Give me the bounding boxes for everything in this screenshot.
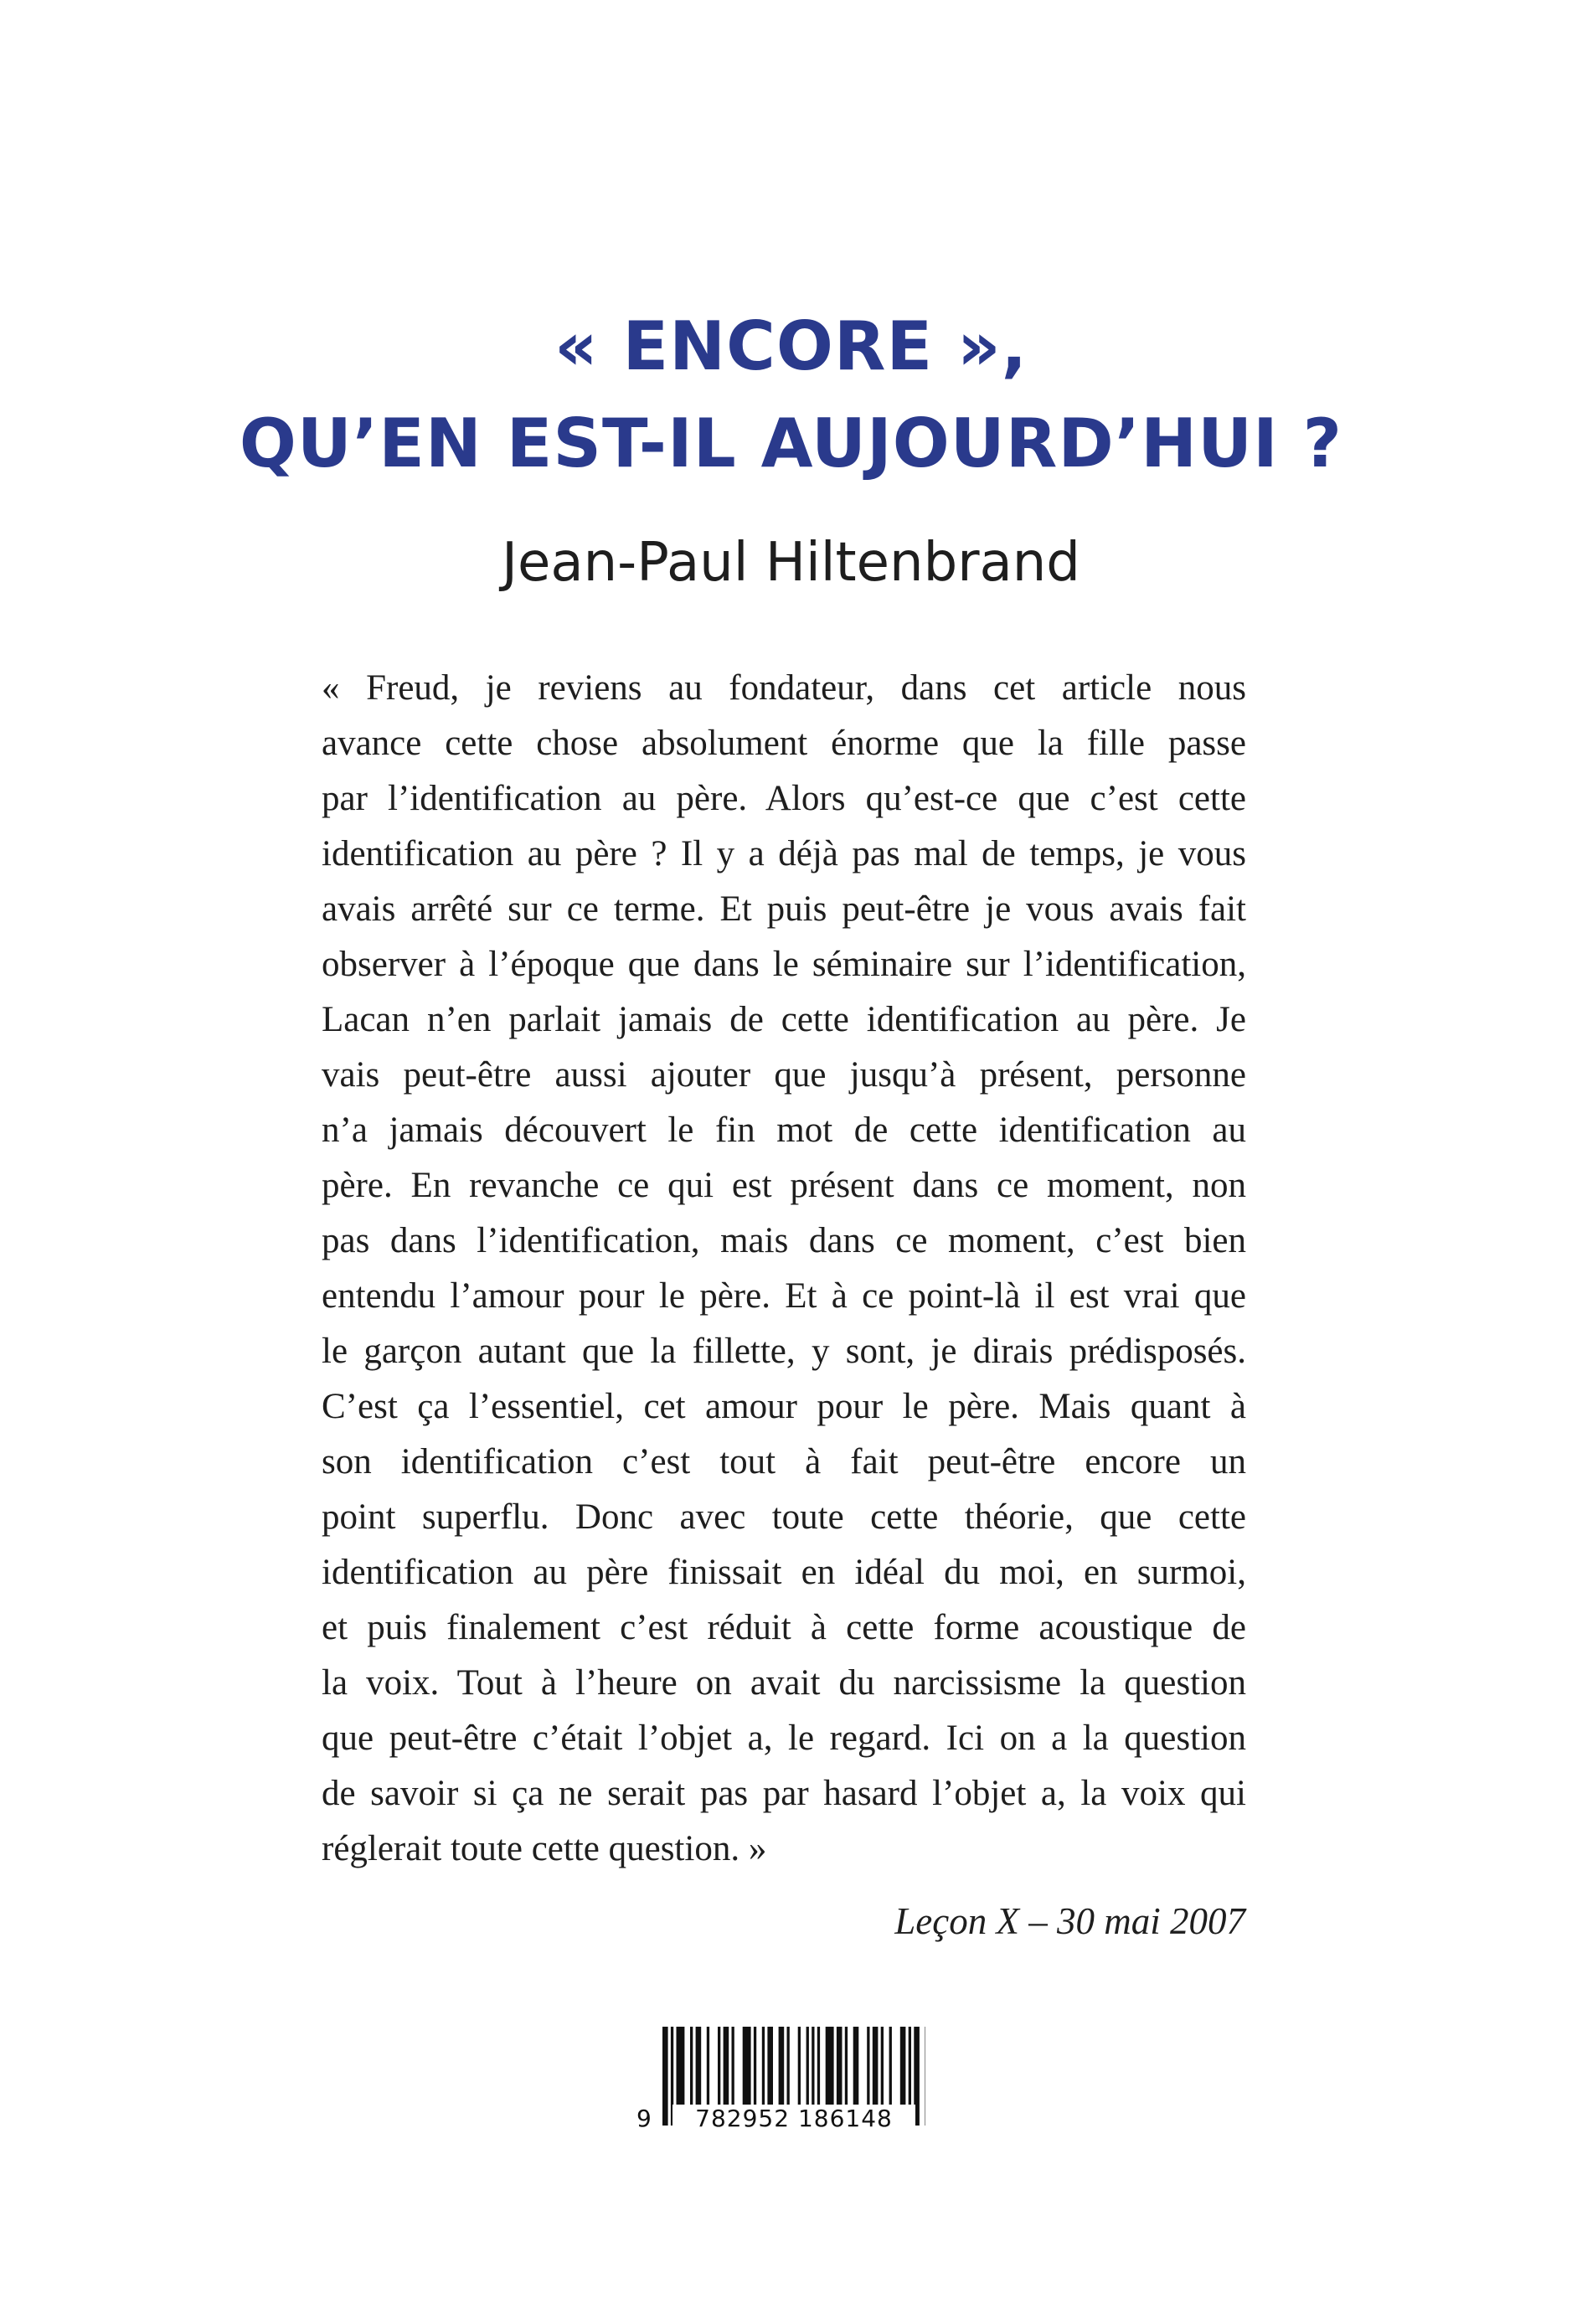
quote-line: que peut-être c’était l’objet a, le regard. Ici on a la question	[322, 1719, 1246, 1758]
quote-line: vais peut-être aussi ajouter que jusqu’à présent, personne	[322, 1055, 1246, 1095]
quote-line: « Freud, je reviens au fondateur, dans cet article nous	[322, 668, 1246, 708]
quote-line: identification au père ? Il y a déjà pas mal de temps, je vous	[322, 834, 1246, 873]
quote-line: avance cette chose absolument énorme que la fille passe	[322, 724, 1246, 763]
quote-line: pas dans l’identification, mais dans ce moment, c’est bien	[322, 1221, 1246, 1260]
barcode-bar	[662, 2027, 668, 2126]
quote-line: point superflu. Donc avec toute cette théorie, que cette	[322, 1497, 1246, 1537]
quote-line: la voix. Tout à l’heure on avait du narcissisme la question	[322, 1663, 1246, 1703]
quote-line: de savoir si ça ne serait pas par hasard l’objet a, la voix qui	[322, 1774, 1246, 1813]
quote-line: Lacan n’en parlait jamais de cette identification au père. Je	[322, 1000, 1246, 1039]
quote-line: observer à l’époque que dans le séminaire sur l’identification,	[322, 945, 1246, 984]
book-title-line-2: QU’EN EST-IL AUJOURD’HUI ?	[239, 405, 1343, 482]
quote-line: entendu l’amour pour le père. Et à ce point-là il est vrai que	[322, 1276, 1246, 1316]
quote-line: réglerait toute cette question. »	[322, 1829, 767, 1868]
quote-block	[322, 661, 1246, 1877]
author-name: Jean-Paul Hiltenbrand	[502, 532, 1080, 594]
quote-line: et puis finalement c’est réduit à cette forme acoustique de	[322, 1608, 1246, 1647]
quote-line: n’a jamais découvert le fin mot de cette identification au	[322, 1110, 1246, 1150]
barcode-bar	[925, 2027, 926, 2126]
quote-line: son identification c’est tout à fait peut-être encore un	[322, 1442, 1246, 1481]
barcode-digits: 782952 186148	[672, 2105, 915, 2132]
quote-source: Leçon X – 30 mai 2007	[894, 1900, 1245, 1942]
quote-line: père. En revanche ce qui est présent dans ce moment, non	[322, 1166, 1246, 1205]
quote-line: identification au père finissait en idéal du moi, en surmoi,	[322, 1553, 1246, 1592]
quote-line: C’est ça l’essentiel, cet amour pour le père. Mais quant à	[322, 1387, 1246, 1426]
barcode-lead-digit: 9	[636, 2105, 652, 2132]
quote-line: le garçon autant que la fillette, y sont, je dirais prédisposés.	[322, 1332, 1246, 1371]
book-title-line-1: « ENCORE »,	[554, 307, 1028, 385]
quote-line: par l’identification au père. Alors qu’est-ce que c’est cette	[322, 779, 1246, 818]
quote-line: avais arrêté sur ce terme. Et puis peut-être je vous avais fait	[322, 889, 1246, 929]
